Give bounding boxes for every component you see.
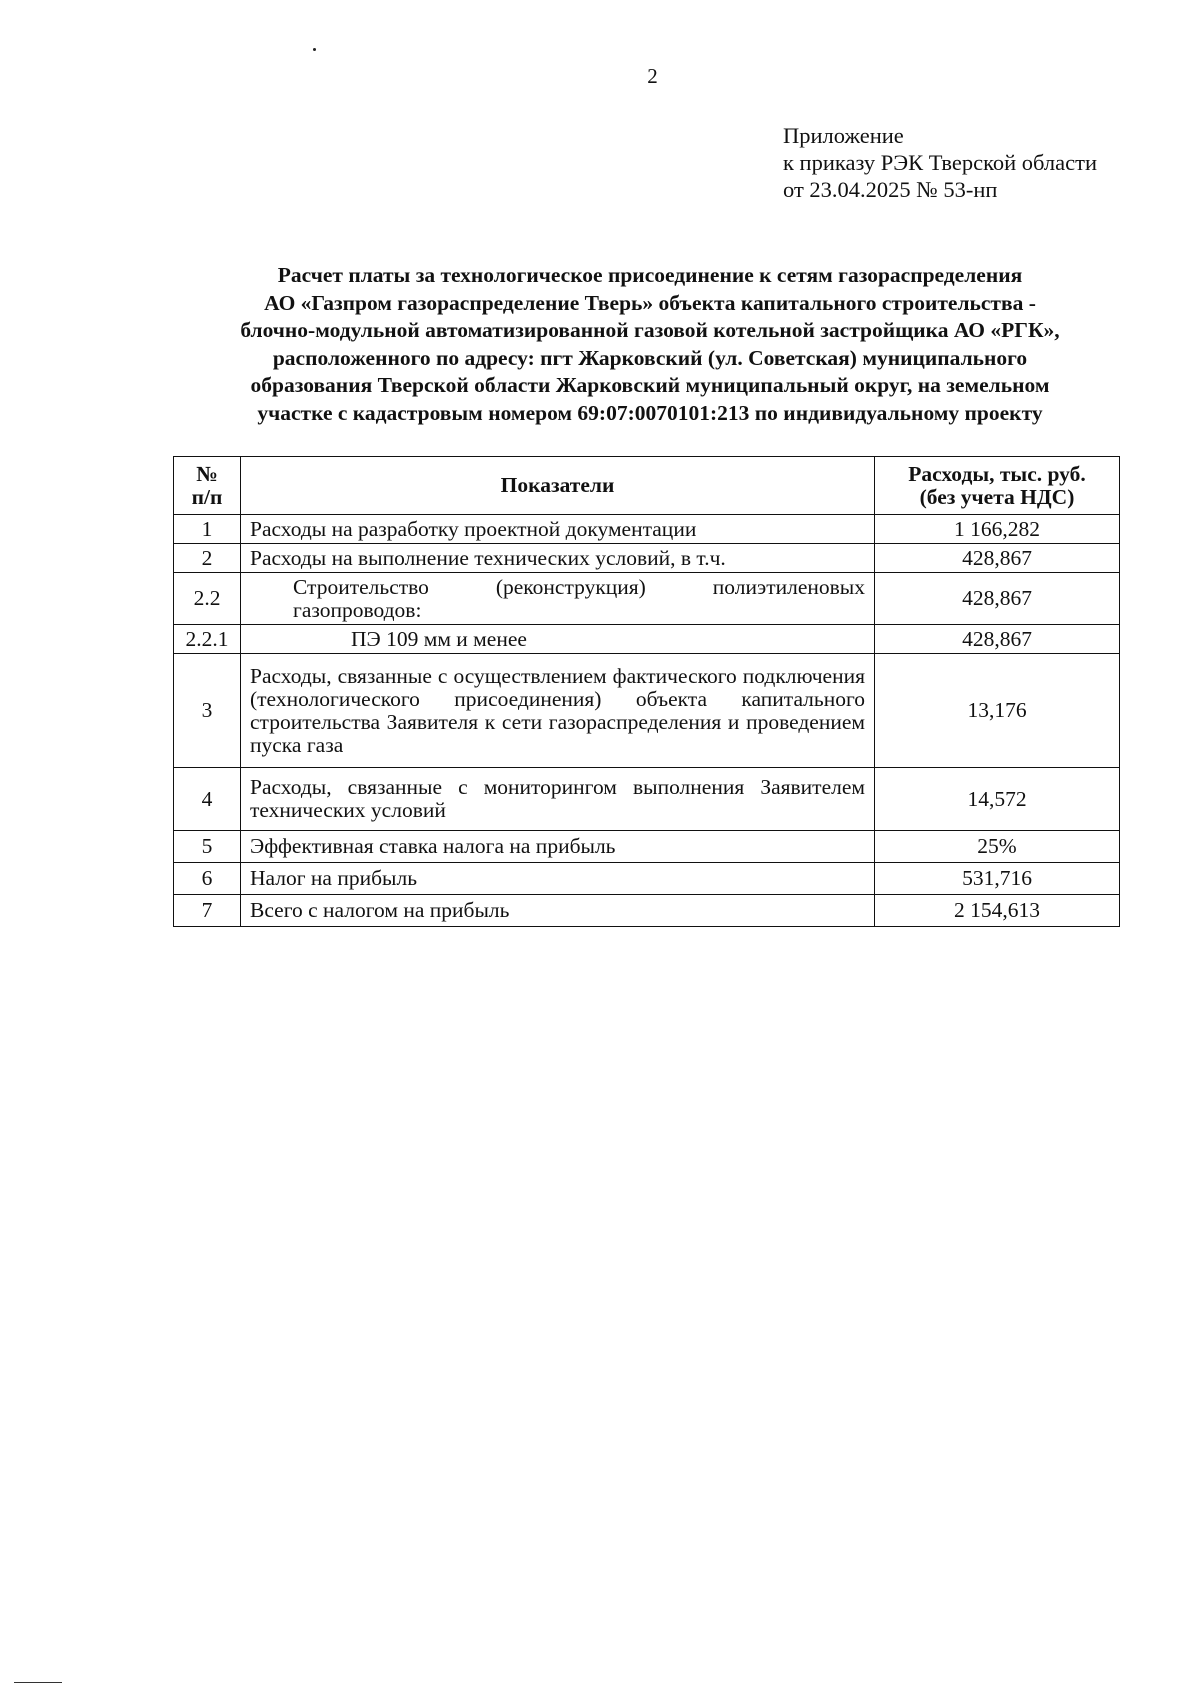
- row-value: 25%: [875, 831, 1120, 863]
- row-label: Расходы, связанные с осуществлением фактического подключения (технологического присоединения) объекта капитального строительства Заявителя к сети газораспределения и проведением пуска газа: [241, 654, 875, 768]
- header-num-line-2: п/п: [191, 484, 223, 509]
- row-num: 5: [174, 831, 241, 863]
- row-value: 428,867: [875, 544, 1120, 573]
- row-num: 4: [174, 768, 241, 831]
- title-line-1: Расчет платы за технологическое присоединение к сетям газораспределения: [277, 263, 1023, 287]
- row-value: 1 166,282: [875, 515, 1120, 544]
- table-header-row: [174, 457, 1120, 515]
- annex-line-3: от 23.04.2025 № 53-нп: [783, 177, 998, 202]
- header-indicator: Показатели: [241, 457, 875, 515]
- row-label: Расходы на разработку проектной документации: [241, 515, 875, 544]
- table-row: [174, 544, 1120, 573]
- row-num: 1: [174, 515, 241, 544]
- title-line-4: расположенного по адресу: пгт Жарковский (ул. Советская) муниципального: [272, 345, 1028, 370]
- header-cost: [875, 457, 1120, 515]
- table-row: [174, 573, 1120, 625]
- row-value: 428,867: [875, 625, 1120, 654]
- row-label: ПЭ 109 мм и менее: [241, 625, 875, 654]
- header-cost-line-2: (без учета НДС): [919, 484, 1075, 509]
- row-label: Расходы на выполнение технических условий, в т.ч.: [241, 544, 875, 573]
- row-label: Налог на прибыль: [241, 863, 875, 895]
- table-row: [174, 831, 1120, 863]
- row-value: 14,572: [875, 768, 1120, 831]
- row-label: Расходы, связанные с мониторингом выполнения Заявителем технических условий: [241, 768, 875, 831]
- title-line-6: участке с кадастровым номером 69:07:0070101:213 по индивидуальному проекту: [257, 400, 1043, 425]
- table-row: [174, 654, 1120, 768]
- row-num: 7: [174, 895, 241, 927]
- page-number: 2: [647, 64, 658, 88]
- annex-block: [783, 122, 1097, 203]
- document-title: [150, 262, 1150, 427]
- cost-table: [173, 456, 1120, 927]
- row-value: 13,176: [875, 654, 1120, 768]
- row-num: 2.2.1: [174, 625, 241, 654]
- title-line-3: блочно-модульной автоматизированной газовой котельной застройщика АО «РГК»,: [240, 318, 1060, 342]
- header-num-line-1: №: [196, 461, 218, 486]
- row-label: Строительство (реконструкция) полиэтиленовых газопроводов:: [241, 573, 875, 625]
- row-num: 6: [174, 863, 241, 895]
- header-cost-line-1: Расходы, тыс. руб.: [908, 461, 1086, 486]
- footer-divider: [14, 1682, 62, 1683]
- row-num: 2: [174, 544, 241, 573]
- row-num: 2.2: [174, 573, 241, 625]
- table-row: [174, 515, 1120, 544]
- table-row: [174, 863, 1120, 895]
- header-num: [174, 457, 241, 515]
- row-value: 2 154,613: [875, 895, 1120, 927]
- table-row: [174, 625, 1120, 654]
- row-value: 428,867: [875, 573, 1120, 625]
- annex-line-1: Приложение: [783, 123, 904, 148]
- table-row: [174, 768, 1120, 831]
- title-line-2: АО «Газпром газораспределение Тверь» объекта капитального строительства -: [264, 290, 1036, 315]
- annex-line-2: к приказу РЭК Тверской области: [783, 150, 1098, 175]
- row-label: Эффективная ставка налога на прибыль: [241, 831, 875, 863]
- scan-speck: [313, 48, 316, 51]
- title-line-5: образования Тверской области Жарковский муниципальный округ, на земельном: [250, 373, 1050, 397]
- row-value: 531,716: [875, 863, 1120, 895]
- table-row: [174, 895, 1120, 927]
- row-num: 3: [174, 654, 241, 768]
- row-label: Всего с налогом на прибыль: [241, 895, 875, 927]
